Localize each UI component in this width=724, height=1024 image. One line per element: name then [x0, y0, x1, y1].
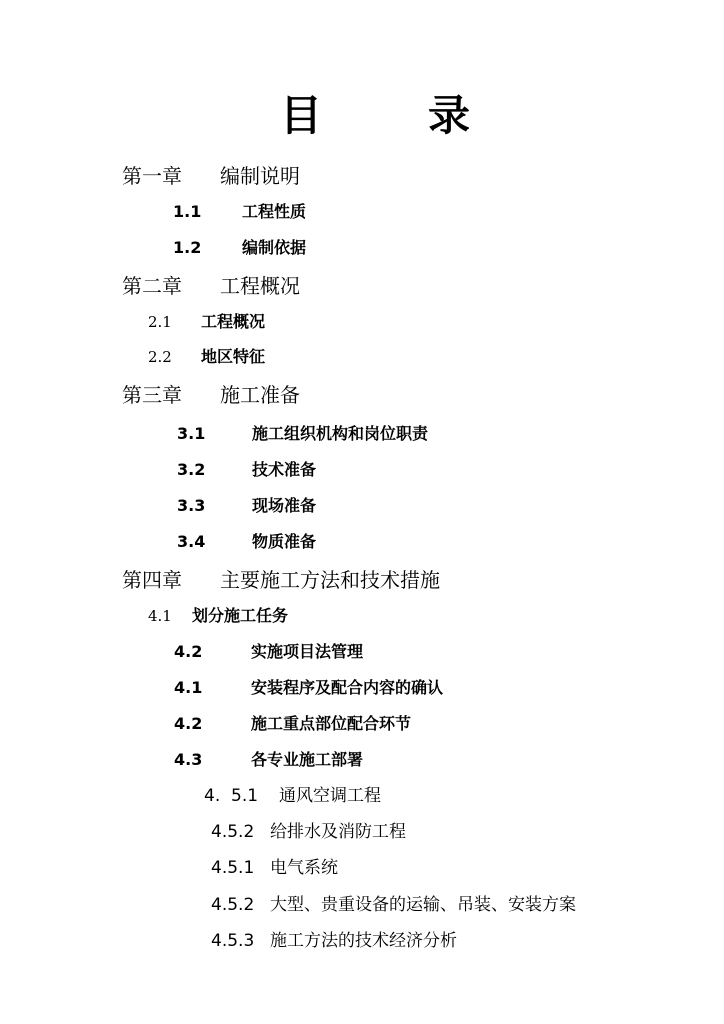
- toc-section-number: 1.2: [173, 238, 202, 257]
- toc-section-3-3: [0, 494, 724, 518]
- toc-chapter-number: 第三章: [122, 383, 182, 407]
- toc-chapter-4: [0, 568, 724, 592]
- toc-section-title: 安装程序及配合内容的确认: [251, 678, 444, 697]
- toc-section-title: 各专业施工部署: [251, 750, 364, 769]
- toc-chapter-number: 第二章: [122, 274, 182, 298]
- title-char-1: 目: [280, 91, 323, 140]
- toc-section-number: 3.3: [177, 496, 206, 515]
- toc-section-4-1-b: [0, 676, 724, 700]
- toc-subsection-4-5-1-b: [0, 856, 724, 880]
- toc-section-1-1: [0, 200, 724, 224]
- toc-section-1-2: [0, 236, 724, 260]
- toc-section-number: 3.4: [177, 532, 206, 551]
- toc-subsection-number: 4.5.2: [211, 895, 255, 915]
- toc-section-title: 地区特征: [201, 347, 266, 366]
- toc-chapter-2: [0, 274, 724, 298]
- toc-section-title: 实施项目法管理: [251, 642, 364, 661]
- toc-section-number: 2.2: [148, 348, 172, 366]
- toc-section-number: 4.1: [174, 678, 203, 697]
- toc-section-title: 物质准备: [252, 532, 317, 551]
- toc-section-title: 编制依据: [242, 238, 307, 257]
- toc-section-number: 3.2: [177, 460, 206, 479]
- toc-section-title: 施工重点部位配合环节: [251, 714, 412, 733]
- toc-chapter-1: [0, 164, 724, 188]
- toc-subsection-4-5-2-a: [0, 820, 724, 844]
- toc-chapter-number: 第四章: [122, 568, 182, 592]
- toc-section-3-1: [0, 422, 724, 446]
- toc-subsection-title: 通风空调工程: [279, 786, 381, 806]
- toc-section-title: 工程概况: [201, 312, 266, 331]
- toc-section-3-2: [0, 458, 724, 482]
- toc-chapter-title: 编制说明: [220, 164, 300, 188]
- toc-section-title: 施工组织机构和岗位职责: [252, 424, 429, 443]
- toc-section-number: 4.1: [148, 607, 172, 625]
- toc-subsection-number: 4.5.3: [211, 931, 255, 951]
- toc-section-number: 1.1: [173, 202, 202, 221]
- toc-chapter-title: 主要施工方法和技术措施: [220, 568, 440, 592]
- toc-section-3-4: [0, 530, 724, 554]
- toc-section-title: 技术准备: [252, 460, 317, 479]
- toc-chapter-number: 第一章: [122, 164, 182, 188]
- toc-section-4-2-b: [0, 712, 724, 736]
- toc-section-4-1-a: [0, 604, 724, 628]
- toc-subsection-4-5-1-a: [0, 784, 724, 808]
- toc-section-title: 工程性质: [242, 202, 307, 221]
- toc-section-number: 4.2: [174, 642, 203, 661]
- toc-section-2-2: [0, 345, 724, 369]
- toc-section-number: 3.1: [177, 424, 206, 443]
- toc-chapter-title: 施工准备: [220, 383, 300, 407]
- toc-subsection-number: 4.5.2: [211, 822, 255, 842]
- toc-section-number: 4.2: [174, 714, 203, 733]
- toc-subsection-4-5-2-b: [0, 893, 724, 917]
- toc-subsection-title: 大型、贵重设备的运输、吊装、安装方案: [270, 895, 576, 915]
- toc-section-title: 划分施工任务: [192, 606, 289, 625]
- toc-section-2-1: [0, 310, 724, 334]
- toc-chapter-title: 工程概况: [220, 274, 300, 298]
- toc-subsection-number: 4. 5.1: [204, 786, 259, 806]
- document-title: [0, 88, 724, 144]
- toc-subsection-title: 给排水及消防工程: [270, 822, 406, 842]
- toc-section-title: 现场准备: [252, 496, 317, 515]
- toc-subsection-title: 施工方法的技术经济分析: [270, 931, 457, 951]
- toc-section-number: 4.3: [174, 750, 203, 769]
- title-char-2: 录: [428, 91, 471, 140]
- toc-section-number: 2.1: [148, 313, 172, 331]
- toc-subsection-4-5-3: [0, 929, 724, 953]
- toc-section-4-3: [0, 748, 724, 772]
- toc-chapter-3: [0, 383, 724, 407]
- toc-section-4-2-a: [0, 640, 724, 664]
- toc-subsection-title: 电气系统: [270, 858, 338, 878]
- toc-subsection-number: 4.5.1: [211, 858, 255, 878]
